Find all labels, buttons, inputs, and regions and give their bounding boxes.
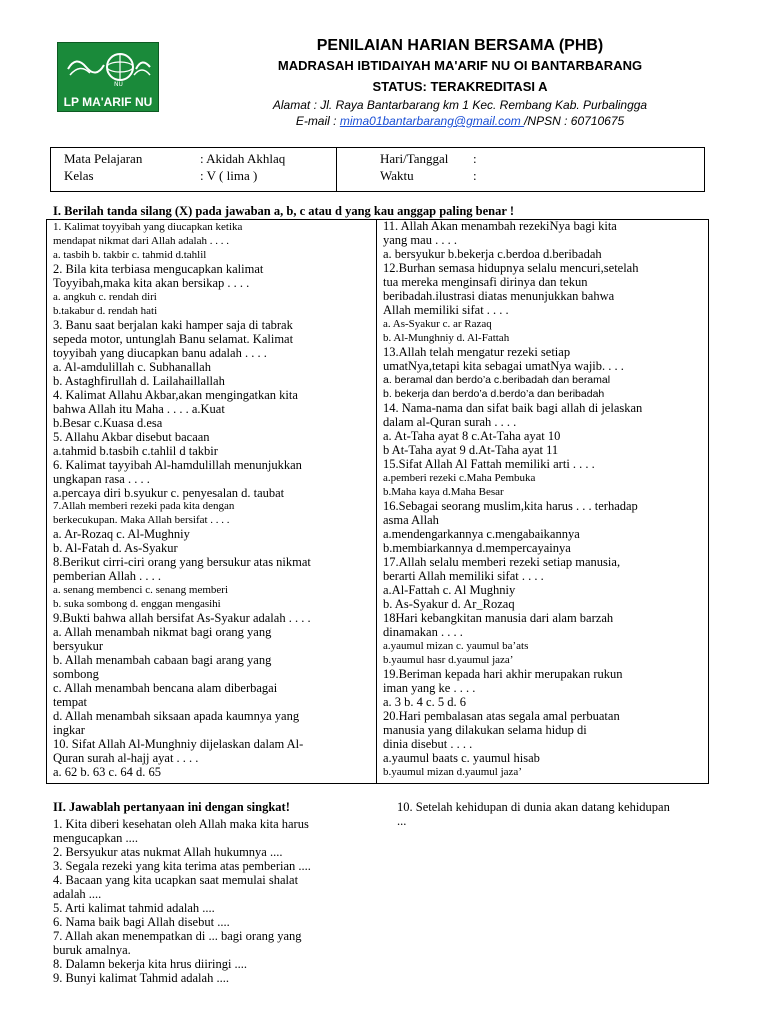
sec2col-line: buruk amalnya.: [53, 943, 131, 957]
rightcol-line: 17.Allah selalu memberi rezeki setiap manusia,: [383, 555, 621, 569]
leftcol-line: bahwa Allah itu Maha . . . . a.Kuat: [53, 402, 225, 416]
sec2col-line: 4. Bacaan yang kita ucapkan saat memulai shalat: [53, 873, 299, 887]
rightcol-line: b. As-Syakur d. Ar_Rozaq: [383, 597, 515, 611]
leftcol-line: 9.Bukti bahwa allah bersifat As-Syakur adalah . . . .: [53, 611, 311, 625]
leftcol-line: 3. Banu saat berjalan kaki hamper saja di tabrak: [53, 318, 293, 332]
leftcol-line: Quran surah al-hajj ayat . . . .: [53, 751, 199, 765]
leftcol-line: bersyukur: [53, 639, 103, 653]
rightcol-line: asma Allah: [383, 513, 439, 527]
leftcol-line: pemberian Allah . . . .: [53, 569, 161, 583]
leftcol-line: c. Allah menambah bencana alam diberbagai: [53, 681, 278, 695]
leftcol-line: a. tasbih b. takbir c. tahmid d.tahlil: [53, 249, 207, 261]
rightcol-line: 15.Sifat Allah Al Fattah memiliki arti . . . .: [383, 457, 595, 471]
rightcol-line: a.yaumul mizan c. yaumul ba’ats: [383, 640, 529, 652]
date-label: Hari/Tanggal: [380, 151, 449, 166]
leftcol-line: a. Al-amdulillah c. Subhanallah: [53, 360, 211, 374]
leftcol-line: a. angkuh c. rendah diri: [53, 291, 157, 303]
leftcol-line: ungkapan rasa . . . .: [53, 472, 150, 486]
rightcol-line: yang mau . . . .: [383, 233, 457, 247]
rightcol-line: b.yaumul mizan d.yaumul jaza’: [383, 766, 522, 778]
rightcol-line: 16.Sebagai seorang muslim,kita harus . . . terhadap: [383, 499, 638, 513]
q10col-line: ...: [397, 814, 407, 828]
leftcol-line: toyyibah yang diucapkan banu adalah . . . .: [53, 346, 267, 360]
lp-maarif-nu-logo: [57, 42, 159, 112]
exam-title: PENILAIAN HARIAN BERSAMA (PHB): [316, 37, 604, 54]
school-name: MADRASAH IBTIDAIYAH MA'ARIF NU OI BANTARBARANG: [277, 58, 643, 73]
leftcol-line: b.Besar c.Kuasa d.esa: [53, 416, 163, 430]
leftcol-line: mendapat nikmat dari Allah adalah . . . .: [53, 235, 229, 247]
sec2col-line: 7. Allah akan menempatkan di ... bagi orang yang: [53, 929, 302, 943]
leftcol-line: 7.Allah memberi rezeki pada kita dengan: [53, 500, 235, 512]
rightcol-line: a. 3 b. 4 c. 5 d. 6: [383, 695, 466, 709]
rightcol-line: a.Al-Fattah c. Al Mughniy: [383, 583, 516, 597]
subject-value: : Akidah Akhlaq: [200, 151, 286, 166]
leftcol-line: a. Allah menambah nikmat bagi orang yang: [53, 625, 272, 639]
leftcol-line: ingkar: [53, 723, 85, 737]
leftcol-line: sepeda motor, untunglah Banu selamat. Kalimat: [53, 332, 294, 346]
school-address: Alamat : Jl. Raya Bantarbarang km 1 Kec. Rembang Kab. Purbalingga: [272, 98, 648, 112]
sec2col-line: mengucapkan ....: [53, 831, 139, 845]
leftcol-line: 10. Sifat Allah Al-Munghniy dijelaskan dalam Al-: [53, 737, 304, 751]
leftcol-line: Toyyibah,maka kita akan bersikap . . . .: [53, 276, 250, 290]
rightcol-line: beribadah.ilustrasi diatas menunjukkan bahwa: [383, 289, 615, 303]
leftcol-line: berkecukupan. Maka Allah bersifat . . . .: [53, 514, 230, 526]
leftcol-line: 8.Berikut cirri-ciri orang yang bersukur atas nikmat: [53, 555, 311, 569]
rightcol-line: b. Al-Munghniy d. Al-Fattah: [383, 332, 510, 344]
time-value: :: [473, 168, 477, 183]
leftcol-line: 2. Bila kita terbiasa mengucapkan kalimat: [53, 262, 264, 276]
section2-title: II. Jawablah pertanyaan ini dengan singkat!: [53, 800, 290, 814]
rightcol-line: 19.Beriman kepada hari akhir merupakan rukun: [383, 667, 623, 681]
rightcol-line: a.pemberi rezeki c.Maha Pembuka: [383, 472, 536, 484]
accreditation-status: STATUS: TERAKREDITASI A: [372, 79, 548, 94]
sec2col-line: 1. Kita diberi kesehatan oleh Allah maka kita harus: [53, 817, 309, 831]
leftcol-line: 1. Kalimat toyyibah yang diucapkan ketika: [53, 221, 243, 233]
email-link[interactable]: mima01bantarbarang@gmail.com: [339, 114, 525, 128]
rightcol-line: dinamakan . . . .: [383, 625, 463, 639]
q10col-line: 10. Setelah kehidupan di dunia akan datang kehidupan: [397, 800, 670, 814]
class-label: Kelas: [64, 168, 94, 183]
rightcol-line: manusia yang dilakukan selama hidup di: [383, 723, 587, 737]
leftcol-line: a. Ar-Rozaq c. Al-Mughniy: [53, 527, 190, 541]
leftcol-line: b.takabur d. rendah hati: [53, 305, 158, 317]
sec2col-line: 8. Dalamn bekerja kita hrus diiringi ....: [53, 957, 248, 971]
rightcol-line: a.mendengarkannya c.mengabaikannya: [383, 527, 580, 541]
leftcol-line: 6. Kalimat tayyibah Al-hamdulillah menunjukkan: [53, 458, 302, 472]
logo-label: LP MA'ARIF NU: [63, 95, 153, 109]
rightcol-line: a. As-Syakur c. ar Razaq: [383, 318, 492, 330]
rightcol-line: b.yaumul hasr d.yaumul jaza’: [383, 654, 514, 666]
rightcol-line: a. beramal dan berdo’a c.beribadah dan beramal: [383, 374, 611, 386]
class-value: : V ( lima ): [200, 168, 258, 183]
rightcol-line: berarti Allah memiliki sifat . . . .: [383, 569, 544, 583]
section1-title: I. Berilah tanda silang (X) pada jawaban a, b, c atau d yang kau anggap paling benar !: [53, 204, 514, 218]
sec2col-line: 9. Bunyi kalimat Tahmid adalah ....: [53, 971, 229, 985]
leftcol-line: b. Allah menambah cabaan bagi arang yang: [53, 653, 272, 667]
rightcol-line: b. bekerja dan berdo’a d.berdo’a dan beribadah: [383, 388, 605, 400]
time-label: Waktu: [380, 168, 414, 183]
rightcol-line: b At-Taha ayat 9 d.At-Taha ayat 11: [383, 443, 559, 457]
rightcol-line: 20.Hari pembalasan atas segala amal perbuatan: [383, 709, 620, 723]
leftcol-line: a.percaya diri b.syukur c. penyesalan d. taubat: [53, 486, 285, 500]
nu-emblem-icon: [64, 47, 152, 87]
sec2col-line: adalah ....: [53, 887, 102, 901]
rightcol-line: umatNya,tetapi kita sebagai umatNya wajib. . . .: [383, 359, 624, 373]
exam-info-box: [50, 147, 705, 192]
rightcol-line: 18Hari kebangkitan manusia dari alam barzah: [383, 611, 614, 625]
leftcol-line: b. suka sombong d. enggan mengasihi: [53, 598, 221, 610]
leftcol-line: 4. Kalimat Allahu Akbar,akan mengingatkan kita: [53, 388, 298, 402]
rightcol-line: 14. Nama-nama dan sifat baik bagi allah di jelaskan: [383, 401, 643, 415]
date-value: :: [473, 151, 477, 166]
rightcol-line: 13.Allah telah mengatur rezeki setiap: [383, 345, 571, 359]
sec2col-line: 3. Segala rezeki yang kita terima atas pemberian ....: [53, 859, 311, 873]
leftcol-line: a. 62 b. 63 c. 64 d. 65: [53, 765, 161, 779]
sec2col-line: 5. Arti kalimat tahmid adalah ....: [53, 901, 215, 915]
leftcol-line: b. Astaghfirullah d. Lailahaillallah: [53, 374, 225, 388]
sec2col-line: 6. Nama baik bagi Allah disebut ....: [53, 915, 230, 929]
rightcol-line: b.membiarkannya d.mempercayainya: [383, 541, 571, 555]
leftcol-line: d. Allah menambah siksaan apada kaumnya yang: [53, 709, 300, 723]
leftcol-line: tempat: [53, 695, 88, 709]
rightcol-line: 12.Burhan semasa hidupnya selalu mencuri,setelah: [383, 261, 639, 275]
rightcol-line: b.Maha kaya d.Maha Besar: [383, 486, 504, 498]
leftcol-line: sombong: [53, 667, 99, 681]
rightcol-line: Allah memiliki sifat . . . .: [383, 303, 509, 317]
leftcol-line: b. Al-Fatah d. As-Syakur: [53, 541, 178, 555]
svg-text:NU: NU: [114, 81, 123, 87]
subject-label: Mata Pelajaran: [64, 151, 143, 166]
leftcol-line: a. senang membenci c. senang memberi: [53, 584, 229, 596]
rightcol-line: a.yaumul baats c. yaumul hisab: [383, 751, 540, 765]
rightcol-line: dalam al-Quran surah . . . .: [383, 415, 517, 429]
rightcol-line: dinia disebut . . . .: [383, 737, 473, 751]
leftcol-line: 5. Allahu Akbar disebut bacaan: [53, 430, 210, 444]
leftcol-line: a.tahmid b.tasbih c.tahlil d takbir: [53, 444, 218, 458]
rightcol-line: a. At-Taha ayat 8 c.At-Taha ayat 10: [383, 429, 561, 443]
rightcol-line: 11. Allah Akan menambah rezekiNya bagi kita: [383, 219, 617, 233]
contact-line: E-mail : mima01bantarbarang@gmail.com /NPSN : 60710675: [295, 114, 625, 128]
sec2col-line: 2. Bersyukur atas nukmat Allah hukumnya ....: [53, 845, 283, 859]
rightcol-line: iman yang ke . . . .: [383, 681, 476, 695]
rightcol-line: a. bersyukur b.bekerja c.berdoa d.beribadah: [383, 247, 602, 261]
rightcol-line: tua mereka menginsafi dirinya dan tekun: [383, 275, 588, 289]
